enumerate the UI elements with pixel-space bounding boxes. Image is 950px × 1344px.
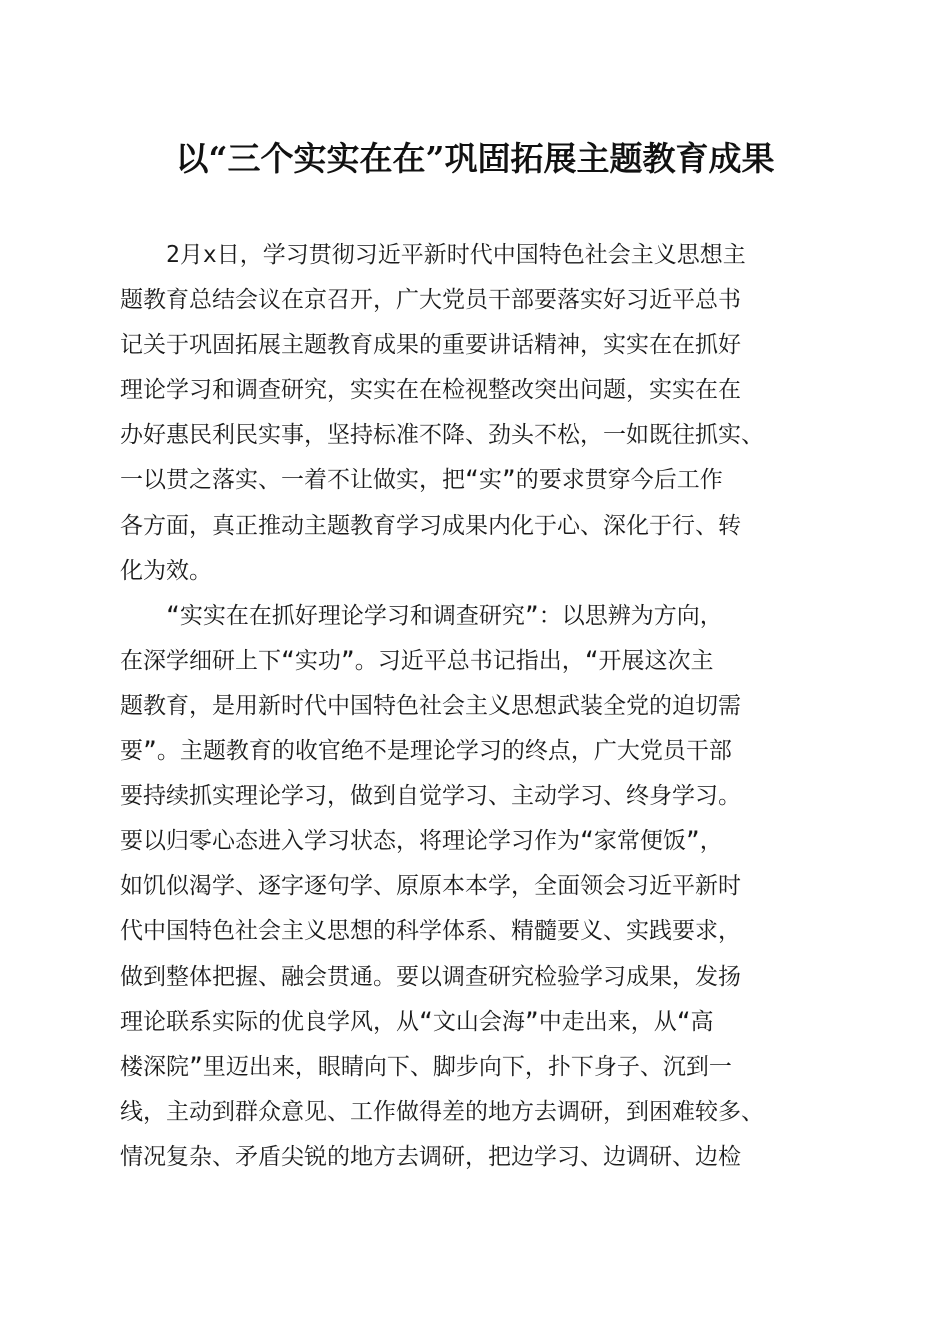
- text-line: 题教育，是用新时代中国特色社会主义思想武装全党的迫切需: [120, 692, 741, 719]
- text-line: 情况复杂、矛盾尖锐的地方去调研，把边学习、边调研、边检: [120, 1143, 741, 1170]
- paragraph: [120, 594, 840, 1180]
- text-line: 要”。主题教育的收官绝不是理论学习的终点，广大党员干部: [120, 738, 732, 765]
- text-line: 理论学习和调查研究，实实在在检视整改突出问题，实实在在: [120, 377, 741, 404]
- document-title: 以“三个实实在在”巩固拓展主题教育成果: [175, 139, 775, 178]
- text-line: 做到整体把握、融会贯通。要以调查研究检验学习成果，发扬: [120, 963, 741, 990]
- document-body: [120, 233, 840, 1180]
- text-line: 题教育总结会议在京召开，广大党员干部要落实好习近平总书: [120, 287, 741, 314]
- text-line: 记关于巩固拓展主题教育成果的重要讲话精神，实实在在抓好: [120, 332, 741, 359]
- text-line: 如饥似渴学、逐字逐句学、原原本本学，全面领会习近平新时: [120, 873, 741, 900]
- text-line: 2月x日，学习贯彻习近平新时代中国特色社会主义思想主: [166, 242, 746, 268]
- text-line: 办好惠民利民实事，坚持标准不降、劲头不松，一如既往抓实、: [120, 422, 764, 449]
- text-line: 化为效。: [120, 557, 212, 584]
- paragraph: [120, 233, 840, 594]
- text-line: 楼深院”里迈出来，眼睛向下、脚步向下，扑下身子、沉到一: [120, 1053, 732, 1080]
- text-line: 线，主动到群众意见、工作做得差的地方去调研，到困难较多、: [120, 1098, 764, 1125]
- text-line: “实实在在抓好理论学习和调查研究”：以思辨为方向，: [166, 602, 723, 629]
- text-line: 代中国特色社会主义思想的科学体系、精髓要义、实践要求，: [120, 918, 741, 945]
- text-line: 要以归零心态进入学习状态，将理论学习作为“家常便饭”，: [120, 828, 723, 855]
- text-line: 一以贯之落实、一着不让做实，把“实”的要求贯穿今后工作: [120, 467, 723, 494]
- text-line: 要持续抓实理论学习，做到自觉学习、主动学习、终身学习。: [120, 783, 741, 810]
- text-line: 在深学细研上下“实功”。习近平总书记指出，“开展这次主: [120, 647, 714, 674]
- text-line: 理论联系实际的优良学风，从“文山会海”中走出来，从“高: [120, 1008, 714, 1035]
- text-line: 各方面，真正推动主题教育学习成果内化于心、深化于行、转: [120, 512, 741, 539]
